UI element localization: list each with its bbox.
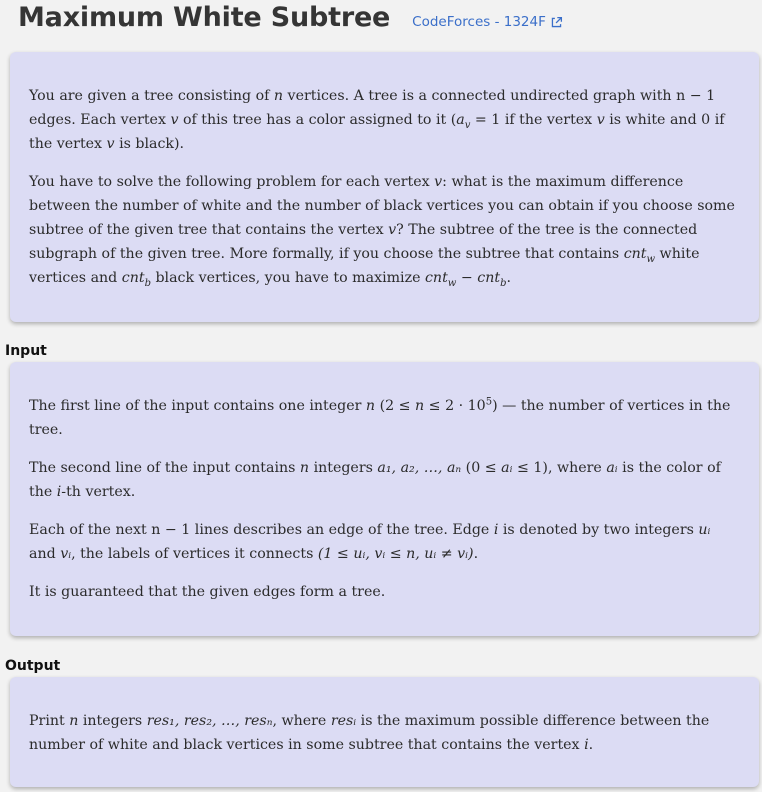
input-paragraph-3: Each of the next n − 1 lines describes an edge of the tree. Edge i is denoted by two integers uᵢ and vᵢ, the labels of vertices it connects (1 ≤ uᵢ, vᵢ ≤ n, uᵢ ≠ vᵢ). <box>29 522 711 562</box>
input-paragraph-2: The second line of the input contains n integers a₁, a₂, …, aₙ (0 ≤ aᵢ ≤ 1), where aᵢ is the color of the i-th vertex. <box>29 460 721 500</box>
page-title: Maximum White Subtree <box>18 2 391 33</box>
input-card <box>10 362 759 636</box>
source-link-label: CodeForces - 1324F <box>412 14 546 30</box>
input-paragraph-4: It is guaranteed that the given edges form a tree. <box>29 584 386 600</box>
output-section-label: Output <box>5 658 61 674</box>
statement-card <box>10 52 759 322</box>
output-card <box>10 677 759 787</box>
title-row <box>18 2 563 42</box>
statement-paragraph-2: You have to solve the following problem for each vertex v: what is the maximum difference between the number of white and the number of black vertices you can obtain if you choose some subtree of the given tree that contains the vertex v? The subtree of the tree is the connected subgraph of the given tree. More formally, if you choose the subtree that contains cnt$_w$ white vertices and cnt$_b$ black vertices, you have to maximize cnt$_w$ − cnt$_b$. <box>29 174 735 289</box>
source-link[interactable] <box>412 14 563 30</box>
input-section-label: Input <box>5 343 47 359</box>
input-paragraph-1: The first line of the input contains one integer n $(2 \le n \le 2 \cdot 10^5)$ — the number of vertices in the tree. <box>29 396 731 438</box>
external-link-icon <box>550 16 563 29</box>
output-paragraph-1: Print n integers res₁, res₂, …, resₙ, where resᵢ is the maximum possible difference between the number of white and black vertices in some subtree that contains the vertex i. <box>29 713 710 753</box>
statement-paragraph-1: You are given a tree consisting of n vertices. A tree is a connected undirected graph with n − 1 edges. Each vertex v of this tree has a color assigned to it ($a_v = 1$ if the vertex v is white and 0 if the vertex v is black). <box>29 88 725 152</box>
